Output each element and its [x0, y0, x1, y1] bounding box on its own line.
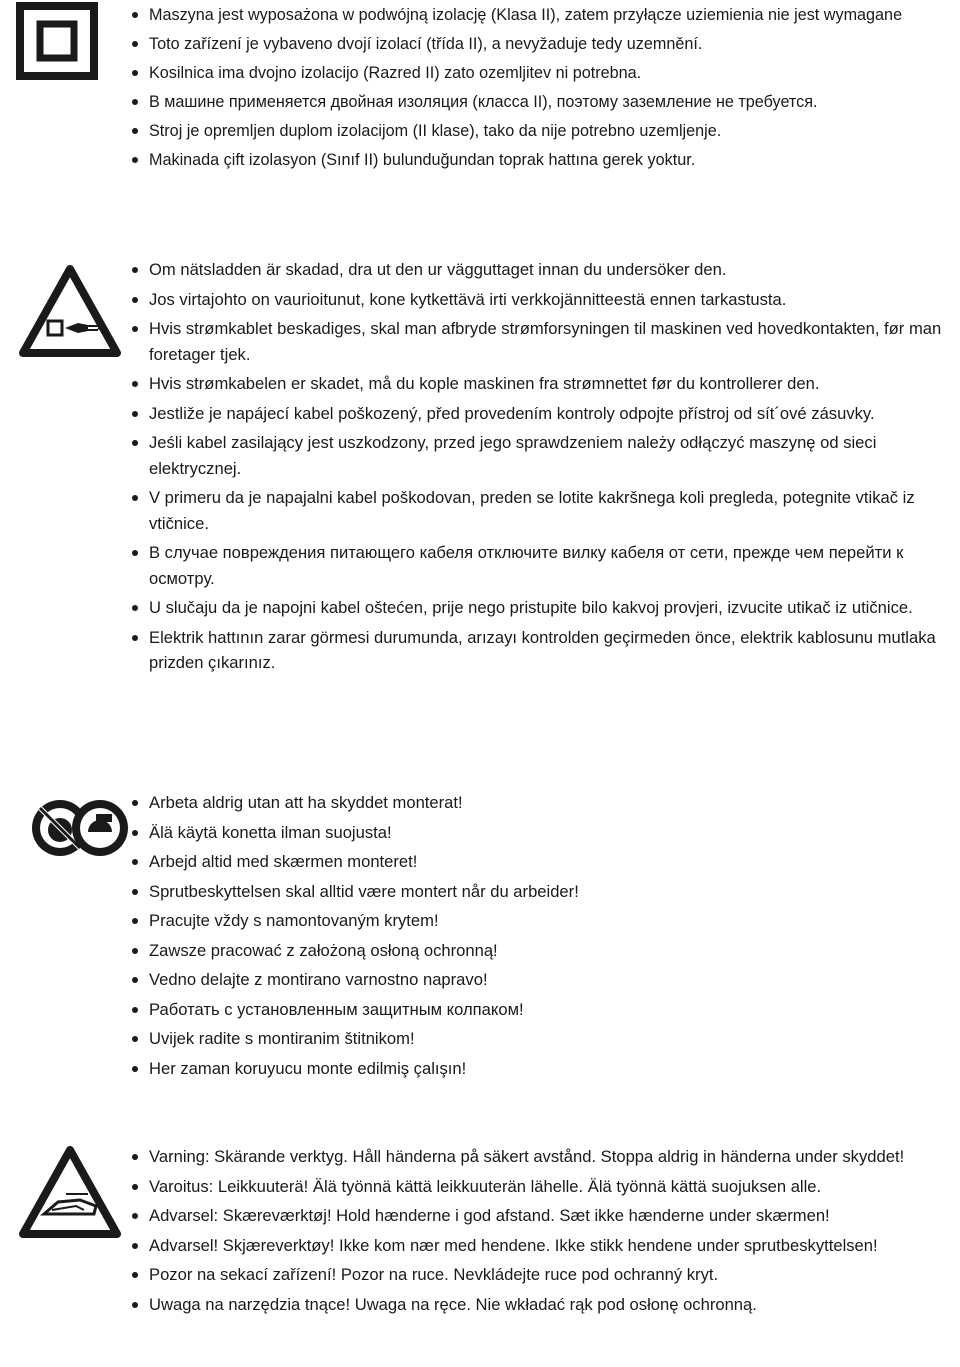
list-item: Zawsze pracować z założoną osłoną ochronną! [130, 938, 958, 964]
list-item: Varoitus: Leikkuuterä! Älä työnnä kättä leikkuuterän lähelle. Älä työnnä kättä suojuksen alle. [130, 1174, 958, 1200]
list-item: Vedno delajte z montirano varnostno napravo! [130, 967, 958, 993]
list-item: Advarsel! Skjæreverktøy! Ikke kom nær med hendene. Ikke stikk hendene under sprutbeskyttelsen! [130, 1233, 958, 1259]
unplug-warning-list [130, 257, 958, 680]
list-item: Her zaman koruyucu monte edilmiş çalışın! [130, 1056, 958, 1082]
list-item: Advarsel: Skæreværktøj! Hold hænderne i god afstand. Sæt ikke hænderne under skærmen! [130, 1203, 958, 1229]
cutting-tool-list [130, 1144, 958, 1321]
list-item: Älä käytä konetta ilman suojusta! [130, 820, 958, 846]
list-item: Jestliže je napájecí kabel poškozený, před provedením kontroly odpojte přístroj od sít´ové zásuvky. [130, 401, 958, 427]
list-item: Stroj je opremljen duplom izolacijom (II klase), tako da nije potrebno uzemljenje. [130, 119, 958, 143]
list-item: Uwaga na narzędzia tnące! Uwaga na ręce. Nie wkładać rąk pod osłonę ochronną. [130, 1292, 958, 1318]
unplug-warning-icon [18, 263, 122, 364]
list-item: V primeru da je napajalni kabel poškodovan, preden se lotite kakršnega koli pregleda, potegnite vtikač iz vtičnice. [130, 485, 958, 536]
list-item: Kosilnica ima dvojno izolacijo (Razred II) zato ozemljitev ni potrebna. [130, 61, 958, 85]
list-item: U slučaju da je napojni kabel oštećen, prije nego pristupite bilo kakvoj provjeri, izvucite utikač iz utičnice. [130, 595, 958, 621]
list-item: В машине применяется двойная изоляция (класса II), поэтому заземление не требуется. [130, 90, 958, 114]
guard-mounted-list [130, 790, 958, 1085]
list-item: Jos virtajohto on vaurioitunut, kone kytkettävä irti verkkojännitteestä ennen tarkastusta. [130, 287, 958, 313]
list-item: Pozor na sekací zařízení! Pozor na ruce. Nevkládejte ruce pod ochranný kryt. [130, 1262, 958, 1288]
list-item: Uvijek radite s montiranim štitnikom! [130, 1026, 958, 1052]
list-item: Arbeta aldrig utan att ha skyddet monterat! [130, 790, 958, 816]
cutting-tool-hand-warning-icon [18, 1144, 122, 1245]
list-item: В случае повреждения питающего кабеля отключите вилку кабеля от сети, прежде чем перейти к осмотру. [130, 540, 958, 591]
list-item: Hvis strømkablet beskadiges, skal man afbryde strømforsyningen til maskinen ved hovedkontakten, før man foretager tjek. [130, 316, 958, 367]
list-item: Pracujte vždy s namontovaným krytem! [130, 908, 958, 934]
list-item: Toto zařízení je vybaveno dvojí izolací (třída II), a nevyžaduje tedy uzemnění. [130, 32, 958, 56]
list-item: Arbejd altid med skærmen monteret! [130, 849, 958, 875]
list-item: Maszyna jest wyposażona w podwójną izolację (Klasa II), zatem przyłącze uziemienia nie jest wymagane [130, 3, 958, 27]
list-item: Om nätsladden är skadad, dra ut den ur vägguttaget innan du undersöker den. [130, 257, 958, 283]
list-item: Elektrik hattının zarar görmesi durumunda, arızayı kontrolden geçirmeden önce, elektrik kablosunu mutlaka prizden çıkarınız. [130, 625, 958, 676]
list-item: Jeśli kabel zasilający jest uszkodzony, przed jego sprawdzeniem należy odłączyć maszynę od sieci elektrycznej. [130, 430, 958, 481]
list-item: Makinada çift izolasyon (Sınıf II) bulunduğundan toprak hattına gerek yoktur. [130, 148, 958, 172]
list-item: Varning: Skärande verktyg. Håll händerna på säkert avstånd. Stoppa aldrig in händerna under skyddet! [130, 1144, 958, 1170]
list-item: Sprutbeskyttelsen skal alltid være montert når du arbeider! [130, 879, 958, 905]
list-item: Hvis strømkabelen er skadet, må du kople maskinen fra strømnettet før du kontrollerer den. [130, 371, 958, 397]
list-item: Работать с установленным защитным колпаком! [130, 997, 958, 1023]
double-insulation-icon [16, 2, 98, 85]
no-operation-without-guard-icon [30, 796, 130, 865]
double-insulation-list [130, 3, 958, 177]
